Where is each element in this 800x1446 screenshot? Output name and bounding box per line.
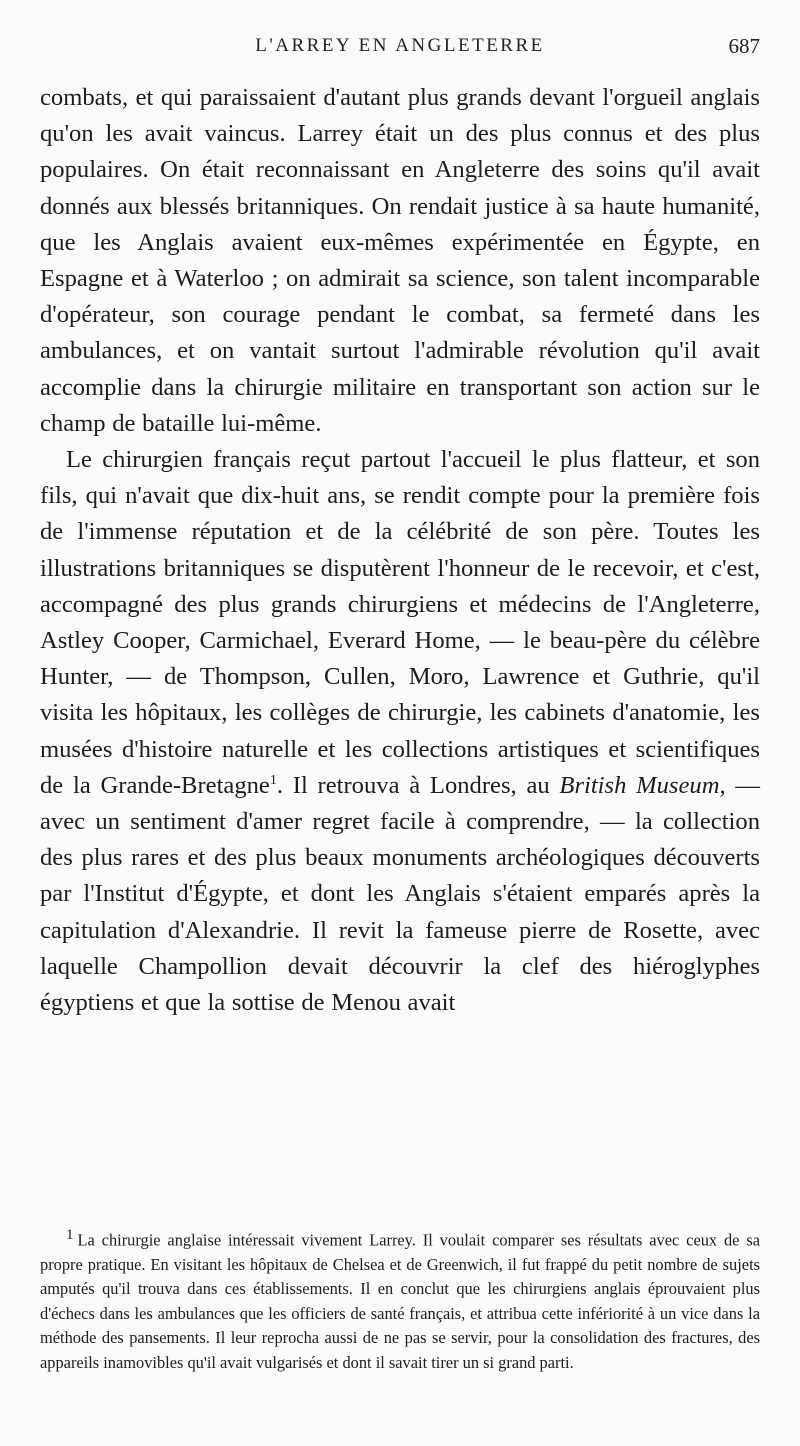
page-number: 687 <box>728 34 760 58</box>
italic-title-british-museum: British Museum, <box>559 771 726 799</box>
footnote-reference: 1 <box>269 772 277 788</box>
running-title: L'ARREY EN ANGLETERRE <box>255 35 545 56</box>
paragraph-2-text-c: — avec un sentiment d'amer regret facile à comprendre, — la collection des plus rares et des plus beaux monuments archéologiques découverts par l'Institut d'Égypte, et dont les Anglais s'étaient emparés après la capitulation d'Alexandrie. Il revit la fameuse pierre de Rosette, avec laquelle Champollion devait découvrir la clef des hiéroglyphes égyptiens et que la sottise de Menou avait <box>40 771 761 1017</box>
footnotes <box>40 1223 760 1375</box>
paragraph-1: combats, et qui paraissaient d'autant plus grands devant l'orgueil anglais qu'on les avait vaincus. Larrey était un des plus connus et des plus populaires. On était reconnaissant en Angleterre des soins qu'il avait donnés aux blessés britanniques. On rendait justice à sa haute humanité, que les Anglais avaient eux-mêmes expérimentée en Égypte, en Espagne et à Waterloo ; on admirait sa science, son talent incomparable d'opérateur, son courage pendant le combat, sa fermeté dans les ambulances, et on vantait surtout l'admirable révolution qu'il avait accomplie dans la chirurgie militaire en transportant son action sur le champ de bataille lui-même. <box>40 84 760 437</box>
page-header <box>40 28 760 64</box>
footnote-text: La chirurgie anglaise intéressait vivement Larrey. Il voulait comparer ses résultats avec ceux de sa propre pratique. En visitant les hôpitaux de Chelsea et de Greenwich, il fut frappé du petit nombre de sujets amputés qu'il trouva dans ces établissements. Il en conclut que les chirurgiens anglais éprouvaient plus d'échecs dans les ambulances que les officiers de santé français, et attribua cette infériorité à un vice dans la méthode des pansements. Il leur reprocha aussi de ne pas se servir, pour la consolidation des fractures, des appareils inamovibles qu'il avait vulgarisés et dont il savait tirer un si grand parti. <box>40 1230 760 1372</box>
body-text <box>40 80 760 1021</box>
paragraph-2 <box>40 442 760 1021</box>
footnote-number: 1 <box>66 1227 74 1243</box>
paragraph-2-text-b: . Il retrouva à Londres, au <box>276 771 560 799</box>
paragraph-2-text-a: Le chirurgien français reçut partout l'accueil le plus flatteur, et son fils, qui n'avait que dix-huit ans, se rendit compte pour la première fois de l'immense réputation et de la célébrité de son père. Toutes les illustrations britanniques se disputèrent l'honneur de le recevoir, et c'est, accompagné des plus grands chirurgiens et médecins de l'Angleterre, Astley Cooper, Carmichael, Everard Home, — le beau-père du célèbre Hunter, — de Thompson, Cullen, Moro, Lawrence et Guthrie, qu'il visita les hôpitaux, les collèges de chirurgie, les cabinets d'anatomie, les musées d'histoire naturelle et les collections artistiques et scientifiques de la Grande-Bretagne <box>40 446 760 799</box>
footnote-1 <box>40 1223 760 1375</box>
